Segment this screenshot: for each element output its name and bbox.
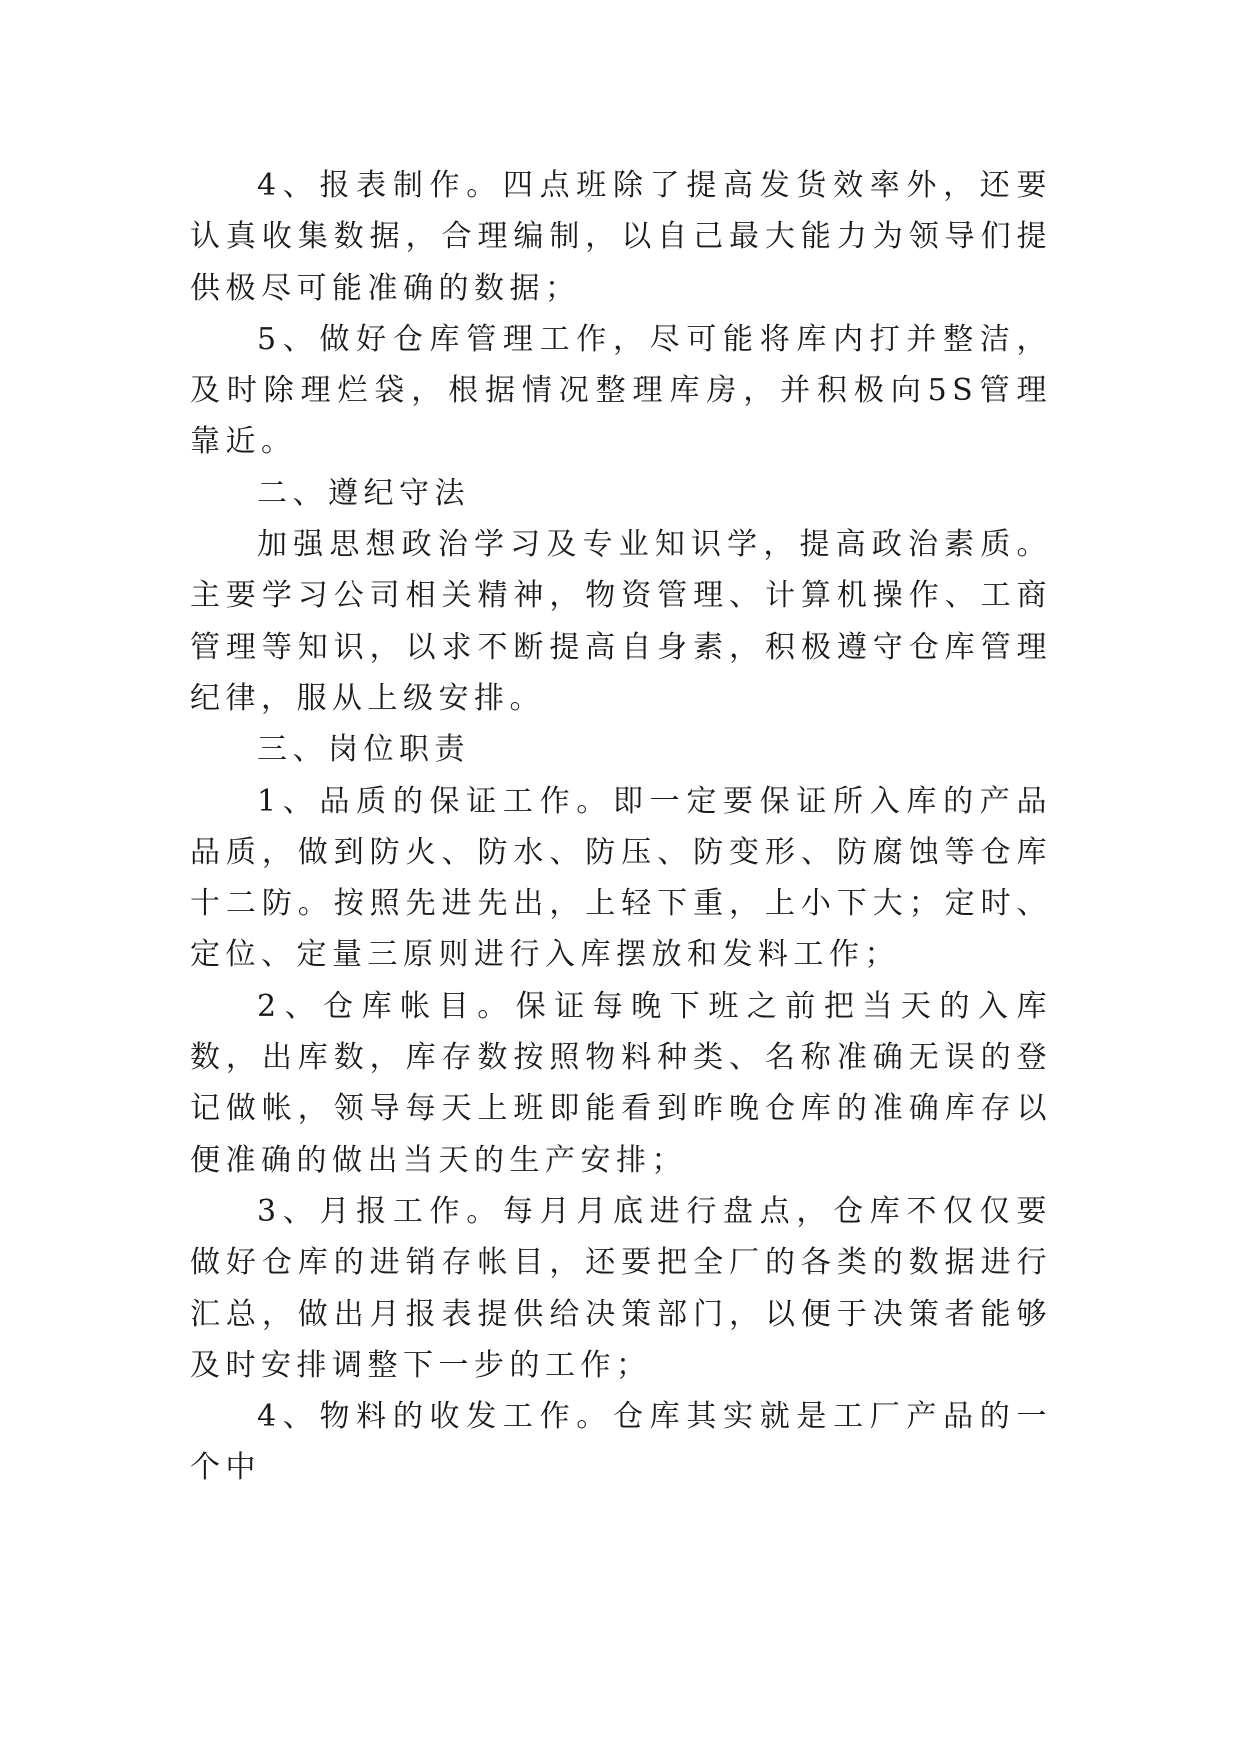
paragraph-monthly-report: 3、月报工作。每月月底进行盘点，仓库不仅仅要做好仓库的进销存帐目，还要把全厂的各类的数据进行汇总，做出月报表提供给决策部门，以便于决策者能够及时安排调整下一步的工作； — [190, 1193, 1052, 1383]
paragraph-political-study: 加强思想政治学习及专业知识学，提高政治素质。主要学习公司相关精神，物资管理、计算机操作、工商管理等知识，以求不断提高自身素，积极遵守仓库管理纪律，服从上级安排。 — [190, 527, 1052, 716]
section-heading-discipline: 二、遵纪守法 — [257, 475, 470, 511]
section-heading-duties: 三、岗位职责 — [257, 732, 470, 768]
document-body — [190, 160, 1052, 1494]
paragraph-quality-assurance: 1、品质的保证工作。即一定要保证所入库的产品品质，做到防火、防水、防压、防变形、防腐蚀等仓库十二防。按照先进先出，上轻下重，上小下大；定时、定位、定量三原则进行入库摆放和发料工作； — [190, 783, 1052, 973]
paragraph-warehouse-accounts: 2、仓库帐目。保证每晚下班之前把当天的入库数，出库数，库存数按照物料种类、名称准确无误的登记做帐，领导每天上班即能看到昨晚仓库的准确库存以便准确的做出当天的生产安排； — [190, 988, 1052, 1178]
paragraph-report-making: 4、报表制作。四点班除了提高发货效率外，还要认真收集数据，合理编制，以自己最大能力为领导们提供极尽可能准确的数据； — [190, 168, 1052, 306]
paragraph-material-dispatch: 4、物料的收发工作。仓库其实就是工厂产品的一个中 — [190, 1399, 1052, 1486]
paragraph-warehouse-management: 5、做好仓库管理工作，尽可能将库内打并整洁，及时除理烂袋，根据情况整理库房，并积极向5S管理靠近。 — [190, 321, 1052, 460]
